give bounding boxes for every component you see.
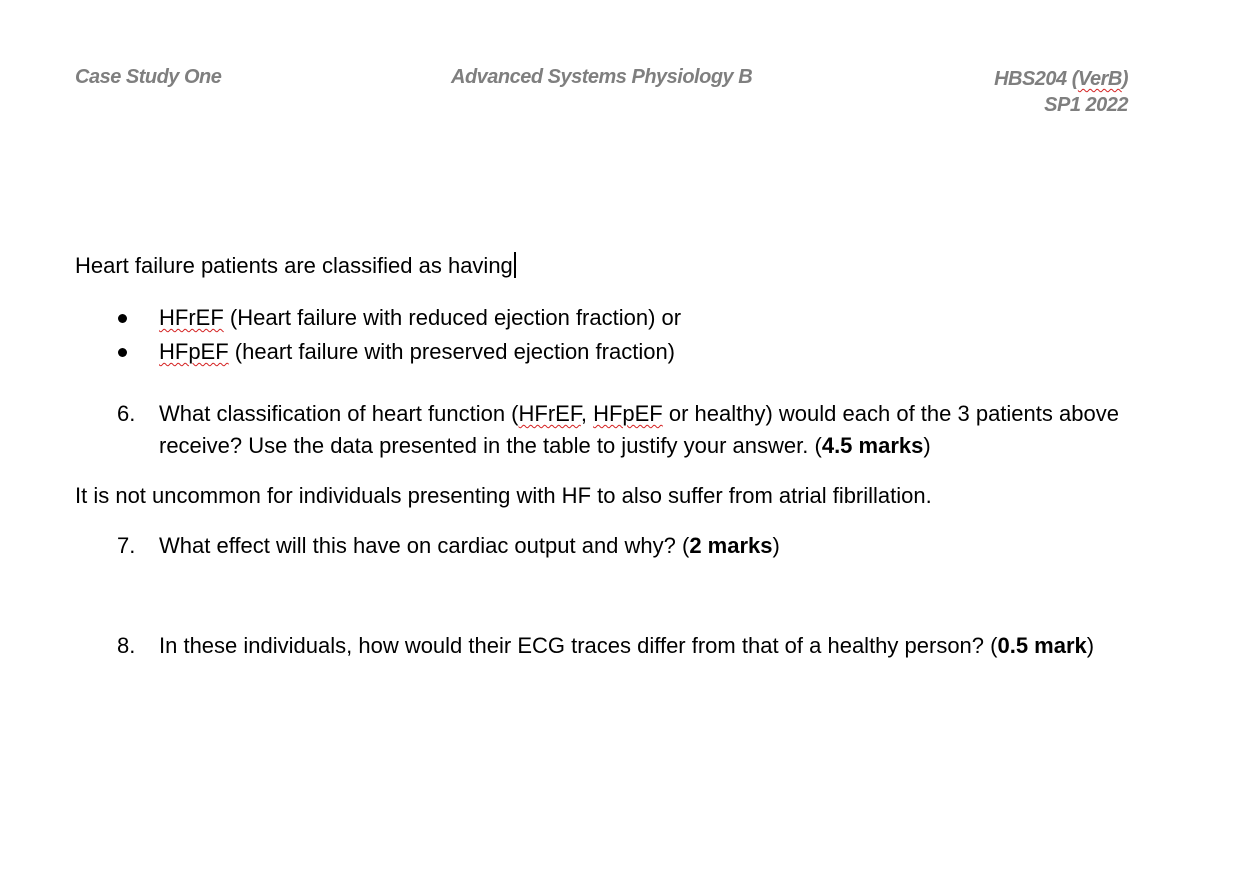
course-code-prefix: HBS204 ( — [994, 68, 1078, 90]
question-number: 8. — [117, 633, 136, 658]
question-text — [159, 398, 1119, 462]
bullet-rest: (heart failure with preserved ejection fraction) — [228, 339, 676, 364]
intro-text: Heart failure patients are classified as having — [75, 253, 513, 278]
marks: 0.5 mark — [997, 633, 1087, 658]
header-course-code — [994, 66, 1128, 92]
q6-close: ) — [923, 433, 931, 458]
spellcheck-word[interactable]: VerB — [1077, 68, 1122, 90]
q8-close: ) — [1086, 633, 1095, 658]
page-header — [75, 66, 1128, 126]
bullet-icon — [118, 314, 127, 323]
marks: 4.5 marks — [821, 433, 924, 458]
header-center: Advanced Systems Physiology B — [451, 66, 753, 88]
bullet-rest: (Heart failure with reduced ejection fraction) or — [223, 305, 682, 330]
intro-paragraph[interactable] — [75, 250, 516, 282]
list-item — [75, 302, 1135, 336]
marks: 2 marks — [689, 533, 773, 558]
header-term: SP1 2022 — [1044, 94, 1128, 116]
header-right — [994, 66, 1128, 118]
spellcheck-word[interactable]: HFpEF — [159, 339, 229, 364]
question-number: 6. — [117, 401, 136, 426]
bullet-text — [159, 302, 681, 334]
question-text — [159, 530, 1119, 562]
header-left: Case Study One — [75, 66, 222, 88]
q7-close: ) — [772, 533, 780, 558]
bullet-icon — [118, 348, 127, 357]
q7-text: What effect will this have on cardiac output and why? ( — [159, 533, 690, 558]
question-text — [159, 630, 1099, 662]
bullet-text — [159, 336, 675, 368]
q8-text: In these individuals, how would their ECG traces differ from that of a healthy person? ( — [159, 633, 998, 658]
text-cursor — [514, 252, 516, 278]
spellcheck-word[interactable]: HFrEF — [159, 305, 224, 330]
spellcheck-word[interactable]: HFrEF — [518, 401, 581, 426]
q6-text-a: What classification of heart function ( — [159, 401, 519, 426]
paragraph: It is not uncommon for individuals presenting with HF to also suffer from atrial fibrillation. — [75, 483, 932, 508]
q6-sep: , — [580, 401, 594, 426]
spellcheck-word[interactable]: HFpEF — [593, 401, 663, 426]
bullet-list — [75, 302, 1135, 370]
q6-text-b: or healthy) would each of the 3 patients above receive? Use the data presented in the table to justify your answer. ( — [159, 401, 1119, 458]
list-item — [75, 336, 1135, 370]
course-code-suffix: ) — [1121, 68, 1128, 90]
question-number: 7. — [117, 533, 136, 558]
